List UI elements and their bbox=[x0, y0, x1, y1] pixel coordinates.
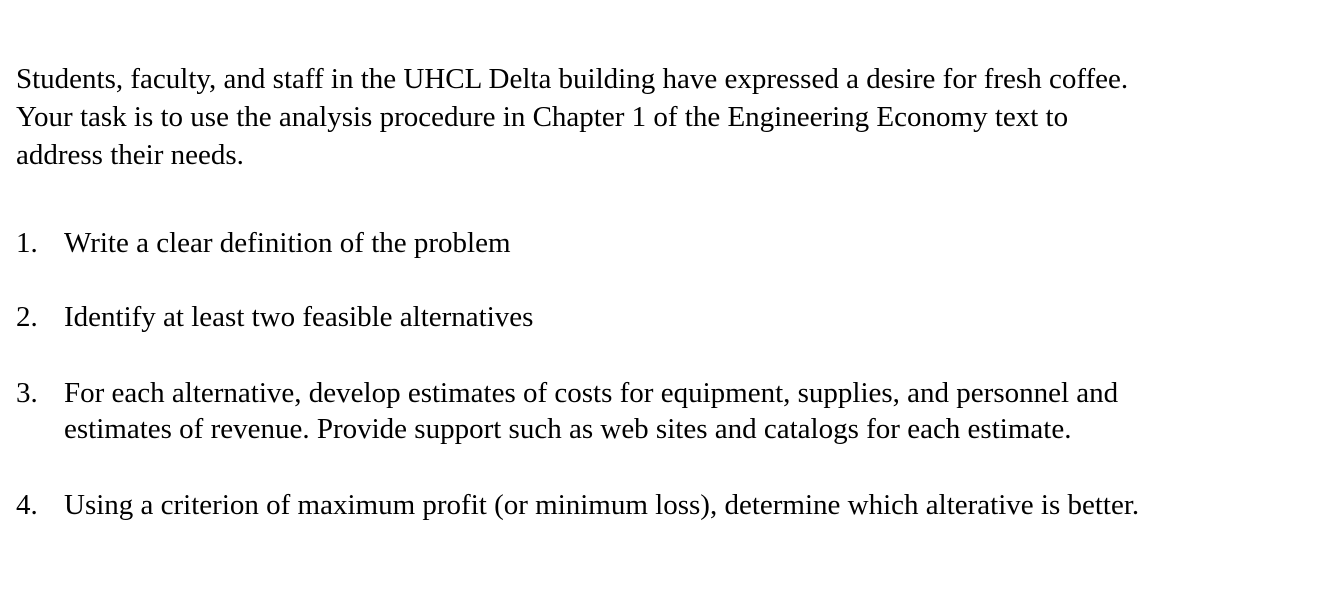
intro-paragraph bbox=[16, 60, 1306, 174]
task-number: 3. bbox=[16, 377, 38, 409]
intro-line: Students, faculty, and staff in the UHCL Delta building have expressed a desire for fresh coffee. bbox=[16, 63, 1129, 95]
task-item bbox=[16, 375, 1306, 447]
task-text: For each alternative, develop estimates of costs for equipment, supplies, and personnel and bbox=[64, 377, 1119, 409]
task-item bbox=[16, 225, 1306, 261]
task-number: 2. bbox=[16, 301, 38, 333]
task-text: Write a clear definition of the problem bbox=[64, 227, 511, 259]
task-text: estimates of revenue. Provide support such as web sites and catalogs for each estimate. bbox=[64, 413, 1072, 445]
task-item bbox=[16, 487, 1306, 523]
document-body bbox=[16, 60, 1306, 523]
task-text: Using a criterion of maximum profit (or minimum loss), determine which alterative is better. bbox=[64, 489, 1140, 521]
task-list bbox=[16, 225, 1306, 523]
intro-line: Your task is to use the analysis procedure in Chapter 1 of the Engineering Economy text to bbox=[16, 101, 1069, 133]
task-number: 1. bbox=[16, 227, 38, 259]
task-item bbox=[16, 299, 1306, 335]
task-text: Identify at least two feasible alternatives bbox=[64, 301, 534, 333]
intro-line: address their needs. bbox=[16, 139, 244, 171]
task-number: 4. bbox=[16, 489, 38, 521]
